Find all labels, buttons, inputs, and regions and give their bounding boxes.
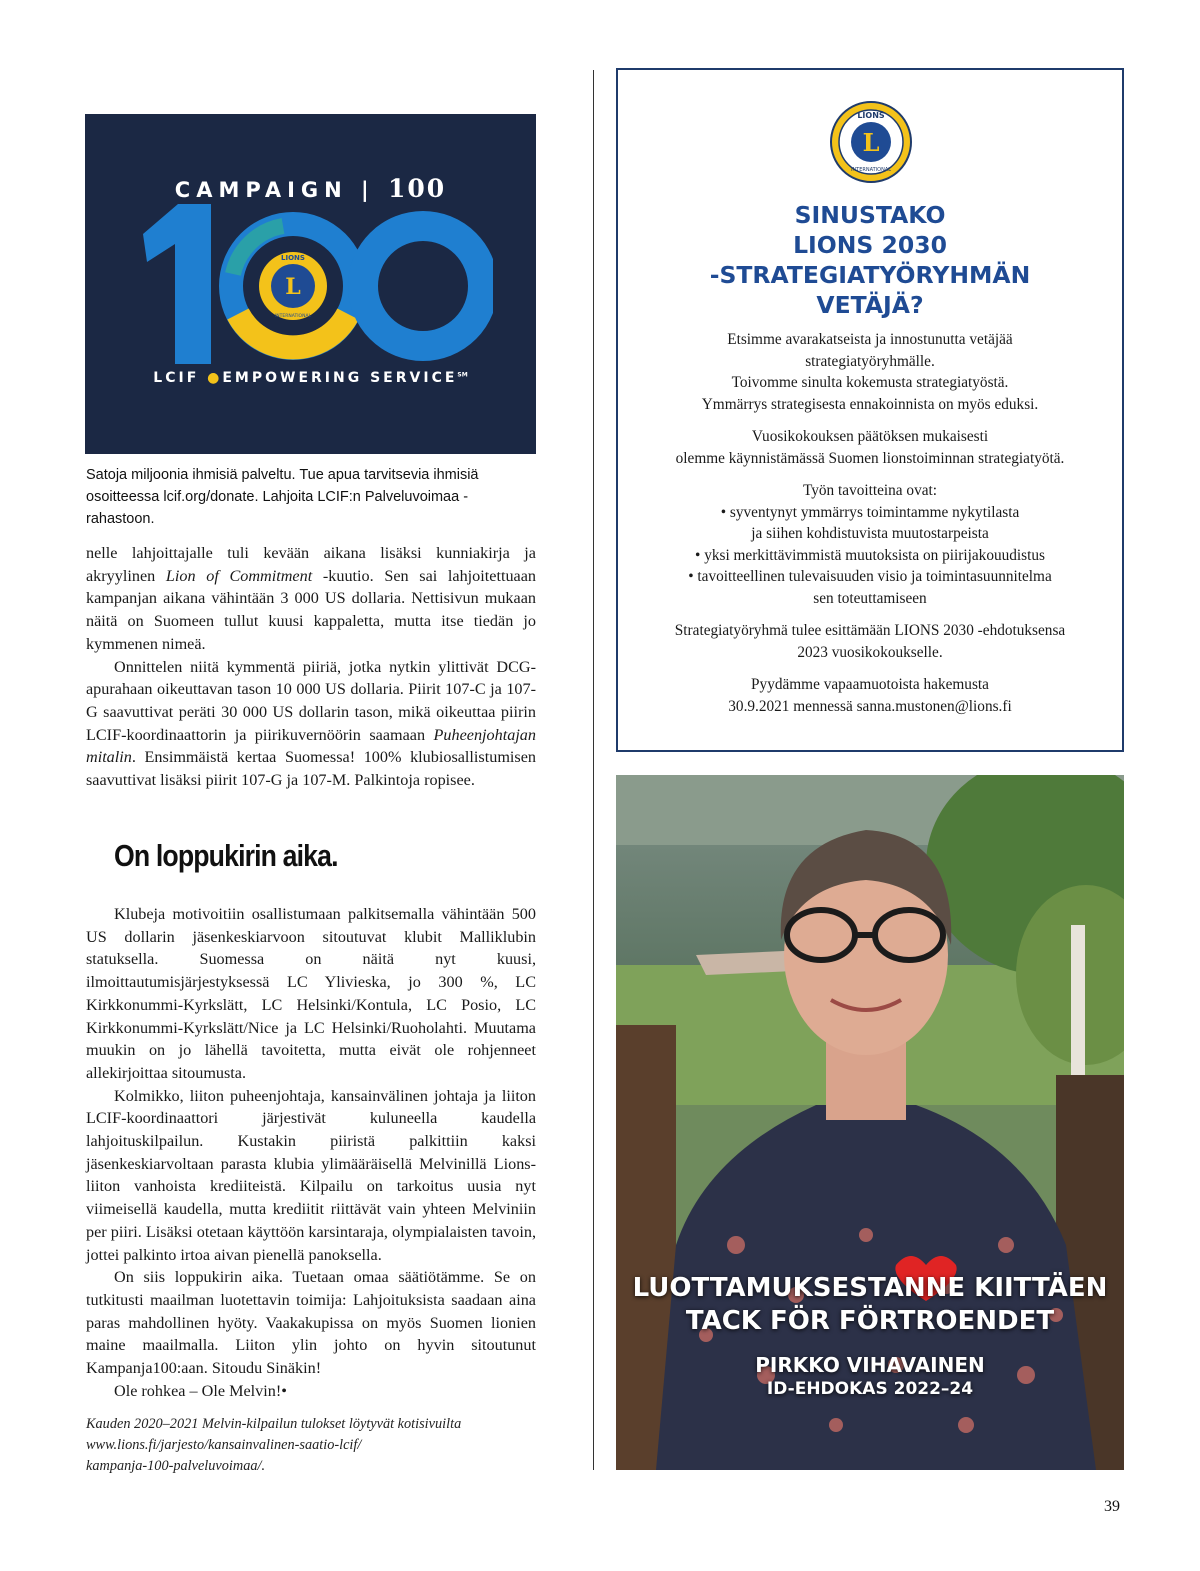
thanks-line-sv: TACK FÖR FÖRTROENDET [685,1306,1055,1336]
big-100-graphic [133,204,493,364]
campaign-footer [85,370,536,386]
article-paragraph-2 [86,656,536,792]
article-paragraph-4: Kolmikko, liiton puheenjohtaja, kansainvälinen johtaja ja liiton LCIF-koordinaattori järjestivät kuluneella kaudella lahjoituskilpailun. Kustakin piiristä palkittiin kaksi jäsenkeskiarvoltaan parasta klubia ylimääräisellä Melvinillä Lions-liiton vanhoista krediiteistä. Kilpailu on tarkoitus uusia nyt viimeisellä kaudella, mutta krediitit riittävät vain yhteen Melviniin per piiri. Lisäksi otetaan käyttöön karsintaraja, olympialaisten tavoin, jottei palkinto irtoa aivan pienellä panoksella. [86,1086,536,1264]
ad-p3-line-1: Työn tavoitteina ovat: [802,482,938,499]
ad-p1-line-4: Ymmärrys strategisesta ennakoinnista on myös eduksi. [701,395,1039,413]
p2-text-a: Onnittelen niitä kymmentä piiriä, jotka nytkin ylittivät DCG-apurahaan oikeuttavan tason 10 000 US dollaria. Piirit 107-C ja 107-G saavuttivat peräti 30 000 US dollarin tason, mikä oikeuttaa piirin LCIF-koordinaattorin ja piirikuvernöörin saamaan [86,657,536,744]
ad-p3-line-4: • yksi merkittävimmistä muutoksista on piirijakouudistus [695,546,1045,564]
ad-p3-line-5: • tavoitteellinen tulevaisuuden visio ja toimintasuunnitelma [688,568,1052,585]
article-paragraph-6: Ole rohkea – Ole Melvin!• [114,1381,287,1400]
ad-body [628,329,1112,728]
campaign-footer-service: EMPOWERING SERVICE [222,370,458,386]
ad-paragraph-3 [628,480,1112,609]
section-heading: On loppukirin aika. [114,838,338,873]
candidate-info [616,1353,1124,1401]
ad-p2-line-2: olemme käynnistämässä Suomen lionstoiminnan strategiatyötä. [675,449,1065,467]
ad-p5-line-1: Pyydämme vapaamuotoista hakemusta [751,676,989,693]
ad-p4-line-2: 2023 vuosikokoukselle. [797,643,943,661]
campaign-word: CAMPAIGN [174,178,348,202]
logo-text: LIONS [857,111,885,120]
article-bottom-block [86,903,536,1402]
digit-zero-second [363,226,483,346]
campaign-100-logo [85,114,536,454]
ad-p5-line-2: 30.9.2021 mennessä sanna.mustonen@lions.fi [728,697,1012,715]
emblem-text: LIONS [281,254,305,262]
logo-sub: INTERNATIONAL [850,167,892,173]
ad-p3-line-3: ja siihen kohdistuvista muutostarpeista [751,525,989,542]
article-footnote [86,1414,536,1477]
footnote-line-3: kampanja-100-palveluvoimaa/. [86,1458,266,1474]
p1-text-b: -kuutio. Sen sai lahjoitettuaan kampanjan aikana vähintään 3 000 US dollaria. Nettisivun mukaan näitä on Suomeen tullut kuusi kappaletta, mutta itse tiedän jo kymmenen nimeä. [86,566,537,653]
ad-headline [618,200,1122,320]
article-paragraph-3: Klubeja motivoitiin osallistumaan palkitsemalla vähintään 500 US dollarin jäsenkeskiarvoon sitoutuvat klubit Malliklubin statuksella. Suomessa on näitä nyt kuusi, ilmoittautumisjärjestyksessä LC Ylivieska, jo 300 %, LC Kirkkonummi-Kyrkslätt, LC Helsinki/Kontula, LC Posio, LC Kirkkonummi-Kyrkslätt/Nice ja LC Helsinki/Ruoholahti. Muutama muukin on jo lähellä tavoitetta, mutta eivät ole rohjenneet allekirjoittaa sitoumusta. [86,905,536,1082]
headline-line-4: VETÄJÄ? [816,291,924,319]
lions-emblem [259,252,327,320]
candidate-role: ID-EHDOKAS 2022–24 [766,1379,974,1399]
digit-one [143,204,211,364]
page-number: 39 [1104,1498,1120,1515]
headline-line-2: LIONS 2030 [793,231,947,259]
ad-p1-line-3: Toivomme sinulta kokemusta strategiatyöstä. [731,374,1009,391]
emblem-sub: INTERNATIONAL [274,314,312,319]
ad-p3-line-6: sen toteuttamiseen [813,589,927,607]
ad-paragraph-2 [628,426,1112,469]
emblem-letter: L [285,274,301,300]
ad-paragraph-1 [628,329,1112,415]
logo-caption [86,464,536,530]
campaign-number: 100 [388,174,447,203]
ad-p1-line-2: strategiatyöryhmälle. [805,352,935,370]
campaign-separator: | [361,178,375,202]
ad-p1-line-1: Etsimme avarakatseista ja innostunutta vetäjää [727,331,1013,348]
p1-text-a: nelle lahjoittajalle tuli kevään aikana lisäksi kunniakirja ja akryylinen [86,544,536,585]
p1-emphasis: Lion of Commitment [165,566,313,585]
lions-logo [825,96,917,188]
p2-text-b: . Ensimmäistä kertaa Suomessa! 100% klubiosallistumisen saavuttivat lisäksi piirit 107-G ja 107-M. Palkintoja ropisee. [86,748,536,790]
campaign-footer-dot: ● [207,370,223,386]
article-paragraph-1 [86,542,536,656]
article-top-block [86,542,536,792]
candidate-name: PIRKKO VIHAVAINEN [755,1353,985,1377]
thanks-text [616,1272,1124,1338]
article-paragraph-5: On siis loppukirin aika. Tuetaan omaa säätiötämme. Se on tutkitusti maailman luotettavin toimija: Lahjoituksista saadaan aina paras mahdollinen hyöty. Vaakakupissa on myös Suomen lionien maine maailmalla. Liiton ylin johto on hyvin sitoutunut Kampanja100:aan. Sitoudu Sinäkin! [86,1268,536,1378]
footnote-line-2: www.lions.fi/jarjesto/kansainvalinen-saatio-lcif/ [86,1437,362,1453]
headline-line-3: -STRATEGIATYÖRYHMÄN [709,261,1031,289]
ad-p4-line-1: Strategiatyöryhmä tulee esittämään LIONS 2030 -ehdotuksensa [674,622,1066,639]
logo-letter: L [862,128,880,157]
thanks-line-fi: LUOTTAMUKSESTANNE KIITTÄEN [632,1273,1108,1303]
campaign-footer-lcif: LCIF [153,370,200,386]
campaign-title [85,174,536,203]
headline-line-1: SINUSTAKO [794,201,946,229]
ad-p2-line-1: Vuosikokouksen päätöksen mukaisesti [751,428,989,445]
footnote-line-1: Kauden 2020–2021 Melvin-kilpailun tulokset löytyvät kotisivuilta [86,1416,462,1432]
caption-line-1: Satoja miljoonia ihmisiä palveltu. Tue apua tarvitsevia ihmisiä [86,467,479,483]
strategy-ad-box [616,68,1124,752]
ad-p3-line-2: • syventynyt ymmärrys toimintamme nykytilasta [720,503,1020,521]
ad-paragraph-4 [628,620,1112,663]
ad-paragraph-5 [628,674,1112,717]
campaign-footer-mark: SM [457,371,468,379]
p2-emphasis: Puheenjohtajan mitalin [86,725,536,767]
column-divider [593,70,594,1470]
caption-line-2: osoitteessa lcif.org/donate. Lahjoita LCIF:n Palveluvoimaa -rahastoon. [86,489,469,527]
candidate-photo-ad [616,775,1124,1470]
